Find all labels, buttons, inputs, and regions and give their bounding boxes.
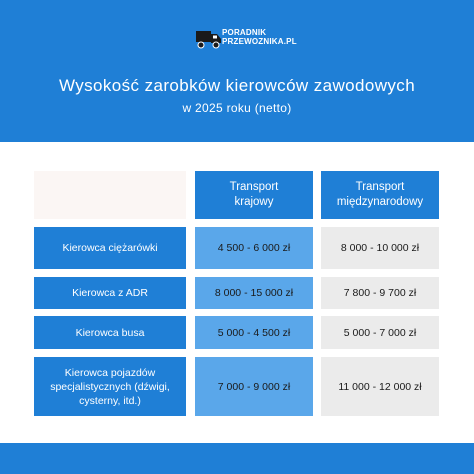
row-label: Kierowca ciężarówki xyxy=(62,242,158,254)
cell-busa-krajowy xyxy=(195,316,313,349)
row-header-ciezarowki xyxy=(34,227,186,269)
logo-line-2: PRZEWOZNIKA.PL xyxy=(222,37,297,46)
row-header-adr xyxy=(34,277,186,309)
table-corner xyxy=(34,171,186,219)
column-header-krajowy xyxy=(195,171,313,219)
row-label: Kierowca pojazdów specjalistycznych (dźwigi, cysterny, itd.) xyxy=(50,366,170,407)
cell-ciezarowki-miedzynarodowy xyxy=(321,227,439,269)
page-title: Wysokość zarobków kierowców zawodowych xyxy=(58,76,416,95)
row-header-specjalistycznych xyxy=(34,357,186,416)
column-header-krajowy-label: Transport krajowy xyxy=(229,181,279,208)
cell-value: 11 000 - 12 000 zł xyxy=(338,380,422,393)
cell-ciezarowki-krajowy xyxy=(195,227,313,269)
row-label: Kierowca busa xyxy=(75,326,145,339)
logo-line-1: PORADNIK xyxy=(222,28,267,37)
cell-value: 7 800 - 9 700 zł xyxy=(343,287,417,299)
footer-band xyxy=(0,443,474,474)
cell-value: 5 000 - 7 000 zł xyxy=(343,326,417,339)
cell-value: 8 000 - 10 000 zł xyxy=(340,242,420,254)
header-banner xyxy=(0,0,474,142)
cell-value: 8 000 - 15 000 zł xyxy=(214,287,294,299)
cell-value: 7 000 - 9 000 zł xyxy=(217,380,291,393)
column-header-miedzynarodowy xyxy=(321,171,439,219)
logo xyxy=(196,26,297,54)
cell-busa-miedzynarodowy xyxy=(321,316,439,349)
cell-value: 4 500 - 6 000 zł xyxy=(217,242,291,254)
cell-specjalistycznych-miedzynarodowy xyxy=(321,357,439,416)
page-subtitle: w 2025 roku (netto) xyxy=(182,101,292,115)
cell-adr-krajowy xyxy=(195,277,313,309)
logo-text xyxy=(222,28,297,46)
row-header-busa xyxy=(34,316,186,349)
cell-adr-miedzynarodowy xyxy=(321,277,439,309)
cell-specjalistycznych-krajowy xyxy=(195,357,313,416)
cell-value: 5 000 - 4 500 zł xyxy=(217,326,291,339)
truck-icon xyxy=(196,28,222,50)
column-header-miedzynarodowy-label: Transport międzynarodowy xyxy=(336,181,424,208)
row-label: Kierowca z ADR xyxy=(72,287,148,299)
